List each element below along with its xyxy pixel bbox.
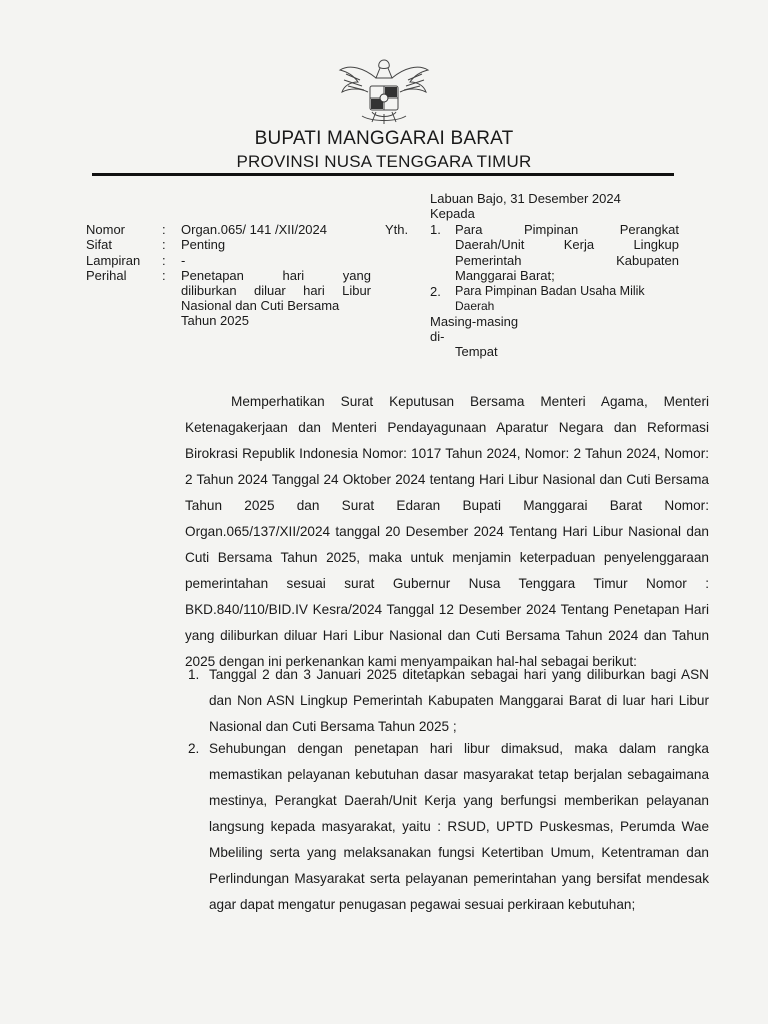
masing-masing: Masing-masing <box>430 314 519 329</box>
perihal-line-1: Penetapan hari yang <box>181 268 371 283</box>
item-1-number: 1. <box>188 667 200 682</box>
recipient-2-line-2: Daerah <box>455 299 495 313</box>
recipient-1-line-4: Manggarai Barat; <box>455 268 555 283</box>
sifat-colon: : <box>162 237 166 252</box>
tempat-label: Tempat <box>455 344 498 359</box>
item-2-text: Sehubungan dengan penetapan hari libur dimaksud, maka dalam rangka memastikan pelayanan kebutuhan dasar masyarakat tetap berjalan sebagaimana mestinya, Perangkat Daerah/Unit Kerja yang berfungsi memberikan pelayanan langsung kepada masyarakat, yaitu : RSUD, UPTD Puskesmas, Perumda Wae Mbeliling serta yang melaksanakan fungsi Ketertiban Umum, Ketentraman dan Perlindungan Masyarakat serta pelayanan pemerintahan yang bersifat mendesak agar dapat mengatur penugasan pegawai sesuai perkiraan kebutuhan; <box>209 741 709 912</box>
body-intro-paragraph: Memperhatikan Surat Keputusan Bersama Menteri Agama, Menteri Ketenagakerjaan dan Menteri Pendayagunaan Aparatur Negara dan Reformasi Birokrasi Republik Indonesia Nomor: 1017 Tahun 2024, Nomor: 2 Tahun 2024, Nomor: 2 Tahun 2024 Tanggal 24 Oktober 2024 tentang Hari Libur Nasional dan Cuti Bersama Tahun 2025 dan Surat Edaran Bupati Manggarai Barat Nomor: Organ.065/137/XII/2024 tanggal 20 Desember 2024 Tentang Hari Libur Nasional dan Cuti Bersama Tahun 2025, maka untuk menjamin keterpaduan penyelenggaraan pemerintahan sesuai surat Gubernur Nusa Tenggara Timur Nomor : BKD.840/110/BID.IV Kesra/2024 Tanggal 12 Desember 2024 Tentang Penetapan Hari yang diliburkan diluar Hari Libur Nasional dan Cuti Bersama Tahun 2024 dan Tahun 2025 dengan ini perkenankan kami menyampaikan hal-hal sebagai berikut: <box>185 394 709 669</box>
recipient-2-number: 2. <box>430 284 441 299</box>
sifat-value: Penting <box>181 237 226 252</box>
sifat-label: Sifat <box>86 237 113 252</box>
lampiran-label: Lampiran <box>86 253 141 268</box>
yth-label: Yth. <box>385 222 409 237</box>
header-title: BUPATI MANGGARAI BARAT <box>254 128 514 149</box>
perihal-colon: : <box>162 268 166 283</box>
item-1-text: Tanggal 2 dan 3 Januari 2025 ditetapkan sebagai hari yang diliburkan bagi ASN dan Non ASN Lingkup Pemerintah Kabupaten Manggarai Barat di luar hari Libur Nasional dan Cuti Bersama Tahun 2025 ; <box>209 667 709 734</box>
kepada-label: Kepada <box>430 206 475 221</box>
lampiran-value: - <box>181 253 186 268</box>
perihal-line-2: diliburkan diluar hari Libur <box>181 283 371 298</box>
nomor-colon: : <box>162 222 166 237</box>
garuda-emblem-icon <box>336 56 432 126</box>
item-2-number: 2. <box>188 741 200 756</box>
perihal-label: Perihal <box>86 268 127 283</box>
perihal-line-4: Tahun 2025 <box>181 313 249 328</box>
perihal-line-3: Nasional dan Cuti Bersama <box>181 298 340 313</box>
recipient-1-line-1: Para Pimpinan Perangkat <box>455 222 679 237</box>
recipient-1-line-2: Daerah/Unit Kerja Lingkup <box>455 237 679 252</box>
recipient-1-line-3: Pemerintah Kabupaten <box>455 253 679 268</box>
lampiran-colon: : <box>162 253 166 268</box>
nomor-value: Organ.065/ 141 /XII/2024 <box>181 222 327 237</box>
place-date: Labuan Bajo, 31 Desember 2024 <box>430 191 621 206</box>
di-label: di- <box>430 329 445 344</box>
nomor-label: Nomor <box>86 222 126 237</box>
recipient-2-line-1: Para Pimpinan Badan Usaha Milik <box>455 284 645 298</box>
header-subtitle: PROVINSI NUSA TENGGARA TIMUR <box>236 152 532 171</box>
recipient-1-number: 1. <box>430 222 441 237</box>
header-divider <box>92 173 674 176</box>
